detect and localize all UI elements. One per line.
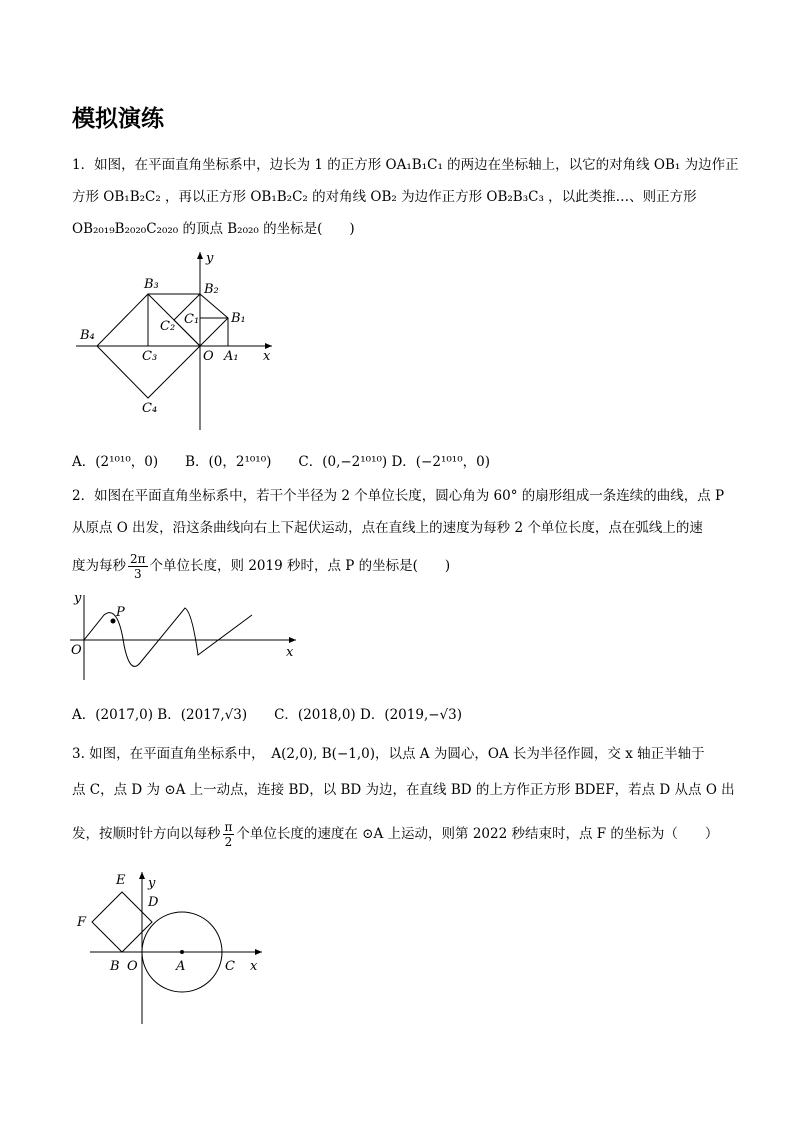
q3-label-A: A [176,959,186,974]
q3-frac-den: 2 [224,835,233,849]
q1-label-A1: A₁ [224,349,239,364]
q1-label-y: y [206,251,214,266]
q1-label-C1: C₁ [184,312,200,327]
q3-label-B: B [110,959,120,974]
q3-frac-num: π [224,820,233,834]
q3-text-line3b: 个单位长度的速度在 ⊙A 上运动，则第 2022 秒结束时，点 F 的坐标为（ ） [236,826,719,842]
q2-text-line3b: 个单位长度，则 2019 秒时，点 P 的坐标是( ) [149,558,451,574]
q1-label-B4: B₄ [80,328,95,343]
q1-label-B3: B₃ [144,277,159,292]
q1-label-O: O [203,349,214,364]
q2-label-y: y [74,591,82,606]
q1-text-line3: OB₂₀₁₉B₂₀₂₀C₂₀₂₀ 的顶点 B₂₀₂₀ 的坐标是( ) [72,221,355,237]
q3-label-D: D [148,895,159,910]
q1-label-C4: C₄ [142,401,158,416]
q3-label-O: O [127,959,138,974]
q3-label-x: x [250,959,258,974]
q3-text-line2: 点 C，点 D 为 ⊙A 上一动点，连接 BD，以 BD 为边，在直线 BD 的上方作正方形 BDEF，若点 D 从点 O 出 [72,782,735,798]
q1-options: A．(2¹⁰¹⁰，0) B．(0，2¹⁰¹⁰) C．(0,−2¹⁰¹⁰) D．(−2¹⁰¹⁰，0) [72,454,490,470]
q2-label-P: P [116,605,125,620]
q2-options: A．(2017,0) B．(2017,√3) C．(2018,0) D．(2019,−√3) [72,707,463,723]
q1-label-B2: B₂ [204,282,219,297]
q2-frac-num: 2π [130,552,146,566]
q1-label-x: x [263,349,271,364]
q3-label-E: E [116,873,126,888]
q3-text-line3a: 发，按顺时针方向以每秒 [72,826,221,842]
q1-label-C3: C₃ [142,349,158,364]
q2-frac-den: 3 [133,567,142,581]
q2-label-x: x [286,645,294,660]
q2-text-line1: 2．如图在平面直角坐标系中，若干个半径为 2 个单位长度，圆心角为 60° 的扇形组成一条连续的曲线，点 P [72,488,725,504]
q2-text-line3a: 度为每秒 [72,558,126,574]
q3-label-C: C [225,959,235,974]
q1-label-B1: B₁ [231,311,246,326]
section-title: 模拟演练 [72,106,164,132]
q1-text-line2: 方形 OB₁B₂C₂ ，再以正方形 OB₁B₂C₂ 的对角线 OB₂ 为边作正方形 OB₂B₃C₃ ，以此类推…、则正方形 [72,189,697,205]
q2-label-O: O [71,643,82,658]
q1-text-line1: 1．如图，在平面直角坐标系中，边长为 1 的正方形 OA₁B₁C₁ 的两边在坐标轴上，以它的对角线 OB₁ 为边作正 [72,157,739,173]
q3-label-y: y [148,876,156,891]
q3-center-A [180,950,184,954]
q3-text-line1: 3. 如图，在平面直角坐标系中， A(2,0), B(−1,0)，以点 A 为圆心，OA 长为半径作圆，交 x 轴正半轴于 [72,746,705,762]
q1-label-C2: C₂ [160,319,176,334]
q3-label-F: F [77,915,87,930]
q2-text-line2: 从原点 O 出发，沿这条曲线向右上下起伏运动，点在直线上的速度为每秒 2 个单位长度，点在弧线上的速 [72,520,703,536]
